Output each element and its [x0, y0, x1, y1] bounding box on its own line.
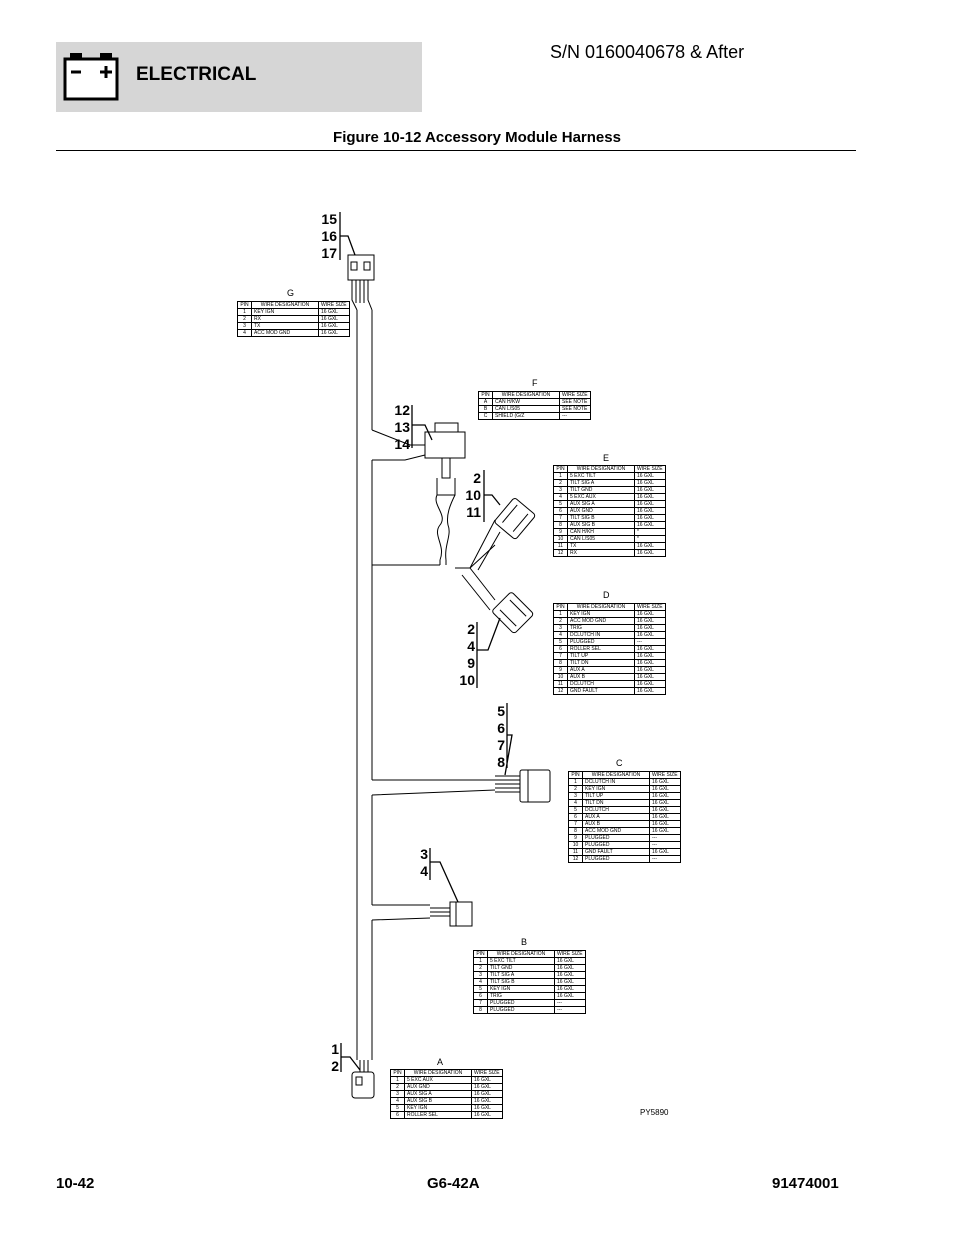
connector-e-shape [494, 497, 536, 540]
pin-cell: B [479, 406, 493, 413]
table-header-row [554, 604, 666, 611]
wire-size-cell: 16 GXL [472, 1084, 503, 1091]
pin-cell: 6 [554, 646, 568, 653]
connector-letter-d: D [603, 590, 610, 600]
wire-designation-cell: AUX SIG A [568, 501, 635, 508]
wire-designation-cell: KEY IGN [405, 1105, 472, 1112]
table-header-wire: WIRE DESIGNATION [568, 466, 635, 473]
wire-size-cell: SEE NOTE [560, 406, 591, 413]
wire-designation-cell: AUX B [583, 821, 650, 828]
wire-size-cell: 16 GXL [650, 793, 681, 800]
pin-cell: 8 [554, 660, 568, 667]
table-row [391, 1098, 503, 1105]
table-row [569, 779, 681, 786]
table-row [554, 632, 666, 639]
callout-2-10-11: 2 10 11 [465, 470, 481, 520]
pin-cell: 2 [238, 316, 252, 323]
wire-size-cell: --- [555, 1000, 586, 1007]
connector-c-shape [520, 770, 550, 802]
table-row [554, 639, 666, 646]
wire-designation-cell: CAN H/KW [493, 399, 560, 406]
wire-table-a [390, 1069, 503, 1119]
wire-designation-cell: 5 EXC TILT [488, 958, 555, 965]
pin-cell: A [479, 399, 493, 406]
table-row [554, 536, 666, 543]
wire-designation-cell: ACC MOD GND [252, 330, 319, 337]
table-row [569, 786, 681, 793]
table-row [474, 993, 586, 1000]
wire-size-cell: 16 GXL [650, 807, 681, 814]
pin-cell: 6 [391, 1112, 405, 1119]
wire-size-cell: 16 GXL [555, 958, 586, 965]
wire-size-cell: --- [560, 413, 591, 420]
wire-size-cell: 16 GXL [635, 646, 666, 653]
connector-f-shape [425, 432, 465, 458]
callout-12-14: 12 13 14 [394, 402, 410, 452]
wire-size-cell: 16 GXL [635, 480, 666, 487]
table-header-gauge: WIRE SIZE [635, 466, 666, 473]
pin-cell: 4 [238, 330, 252, 337]
table-row [474, 958, 586, 965]
table-row [569, 856, 681, 863]
table-row [554, 501, 666, 508]
pin-cell: 8 [554, 522, 568, 529]
wire-designation-cell: DCLUTCH [568, 681, 635, 688]
table-row [238, 316, 350, 323]
wire-designation-cell: CAN H/KH [568, 529, 635, 536]
pin-cell: 1 [569, 779, 583, 786]
pin-cell: 1 [391, 1077, 405, 1084]
wire-designation-cell: RX [568, 550, 635, 557]
wire-size-cell: SEE NOTE [560, 399, 591, 406]
pin-cell: 6 [569, 814, 583, 821]
wire-designation-cell: AUX SIG B [568, 522, 635, 529]
wire-size-cell: 16 GXL [635, 688, 666, 695]
wire-size-cell: 16 GXL [635, 473, 666, 480]
table-header-wire: WIRE DESIGNATION [583, 772, 650, 779]
wire-size-cell: 16 GXL [650, 779, 681, 786]
serial-range: S/N 0160040678 & After [550, 42, 745, 62]
table-row [554, 529, 666, 536]
pin-cell: 2 [554, 618, 568, 625]
table-row [391, 1105, 503, 1112]
wire-designation-cell: TRIG [568, 625, 635, 632]
wire-size-cell: 16 GXL [635, 543, 666, 550]
wire-size-cell: 16 GXL [635, 681, 666, 688]
pin-cell: 8 [569, 828, 583, 835]
table-row [554, 508, 666, 515]
wire-size-cell: 16 GXL [650, 828, 681, 835]
table-row [479, 413, 591, 420]
wire-size-cell: 16 GXL [635, 674, 666, 681]
pin-cell: 10 [554, 674, 568, 681]
pin-cell: 9 [569, 835, 583, 842]
table-header-pin: PIN [474, 951, 488, 958]
wire-designation-cell: CAN L/S05 [493, 406, 560, 413]
wire-designation-cell: KEY IGN [583, 786, 650, 793]
wire-size-cell: 16 GXL [472, 1091, 503, 1098]
table-row [391, 1091, 503, 1098]
pin-cell: 9 [554, 529, 568, 536]
callout-5-8: 5 6 7 8 [497, 703, 505, 770]
table-row [474, 1000, 586, 1007]
table-row [554, 611, 666, 618]
wire-designation-cell: PLUGGED [568, 639, 635, 646]
table-row [474, 1007, 586, 1014]
wire-size-cell: 16 GXL [319, 309, 350, 316]
wire-size-cell: 16 GXL [650, 821, 681, 828]
wire-designation-cell: ROLLER SEL [405, 1112, 472, 1119]
table-row [238, 309, 350, 316]
pin-cell: 3 [554, 625, 568, 632]
table-row [554, 681, 666, 688]
table-header-pin: PIN [554, 466, 568, 473]
wire-size-cell: 16 GXL [472, 1077, 503, 1084]
pin-cell: 3 [391, 1091, 405, 1098]
table-row [554, 625, 666, 632]
wire-designation-cell: TILT SIG A [488, 972, 555, 979]
wire-size-cell: --- [650, 835, 681, 842]
pin-cell: C [479, 413, 493, 420]
table-row [474, 965, 586, 972]
wire-size-cell: 16 GXL [635, 550, 666, 557]
wire-table-d [553, 603, 666, 695]
manual-part-number: 91474001 [772, 1175, 839, 1192]
wire-size-cell: 16 GXL [635, 515, 666, 522]
wire-designation-cell: TILT DN [583, 800, 650, 807]
wire-designation-cell: PLUGGED [583, 842, 650, 849]
wire-designation-cell: PLUGGED [583, 835, 650, 842]
table-row [569, 807, 681, 814]
pin-cell: 10 [569, 842, 583, 849]
wire-size-cell: * [635, 536, 666, 543]
pin-cell: 2 [391, 1084, 405, 1091]
table-row [554, 618, 666, 625]
wire-size-cell: 16 GXL [635, 487, 666, 494]
table-row [554, 543, 666, 550]
page-number: 10-42 [56, 1175, 95, 1192]
connector-letter-g: G [287, 288, 295, 298]
table-row [391, 1077, 503, 1084]
wire-designation-cell: PLUGGED [583, 856, 650, 863]
pin-cell: 12 [554, 688, 568, 695]
wire-designation-cell: ACC MOD GND [568, 618, 635, 625]
wire-designation-cell: ACC MOD GND [583, 828, 650, 835]
wire-table-f [478, 391, 591, 420]
wire-designation-cell: PLUGGED [488, 1007, 555, 1014]
wire-size-cell: * [635, 529, 666, 536]
table-row [479, 399, 591, 406]
table-header-wire: WIRE DESIGNATION [568, 604, 635, 611]
pin-cell: 7 [569, 821, 583, 828]
wire-size-cell: 16 GXL [555, 993, 586, 1000]
table-row [238, 330, 350, 337]
wire-size-cell: 16 GXL [635, 611, 666, 618]
wire-size-cell: 16 GXL [635, 522, 666, 529]
table-header-gauge: WIRE SIZE [472, 1070, 503, 1077]
connector-d-shape [491, 591, 533, 633]
connector-letter-e: E [603, 453, 610, 463]
wire-table-g [237, 301, 350, 337]
wire-designation-cell: AUX A [568, 667, 635, 674]
wire-size-cell: 16 GXL [635, 632, 666, 639]
table-header-gauge: WIRE SIZE [319, 302, 350, 309]
wire-size-cell: 16 GXL [635, 667, 666, 674]
table-row [554, 667, 666, 674]
table-header-wire: WIRE DESIGNATION [405, 1070, 472, 1077]
wire-size-cell: 16 GXL [635, 653, 666, 660]
wire-size-cell: 16 GXL [635, 501, 666, 508]
table-row [474, 972, 586, 979]
callout-1-2: 1 2 [331, 1041, 339, 1074]
pin-cell: 11 [554, 681, 568, 688]
pin-cell: 3 [569, 793, 583, 800]
pin-cell: 5 [391, 1105, 405, 1112]
wire-size-cell: --- [635, 639, 666, 646]
pin-cell: 3 [554, 487, 568, 494]
pin-cell: 11 [569, 849, 583, 856]
table-row [569, 821, 681, 828]
wire-size-cell: 16 GXL [555, 986, 586, 993]
connector-b-shape [450, 902, 472, 926]
wire-designation-cell: SHIELD (G/Z [493, 413, 560, 420]
table-row [554, 522, 666, 529]
connector-letter-b: B [521, 937, 528, 947]
wire-table-b [473, 950, 586, 1014]
wire-size-cell: 16 GXL [635, 660, 666, 667]
pin-cell: 7 [554, 653, 568, 660]
pin-cell: 5 [554, 639, 568, 646]
pin-cell: 11 [554, 543, 568, 550]
wire-designation-cell: CAN L/S05 [568, 536, 635, 543]
pin-cell: 5 [474, 986, 488, 993]
pin-cell: 4 [474, 979, 488, 986]
table-row [569, 814, 681, 821]
wire-designation-cell: GND FAULT [583, 849, 650, 856]
pin-cell: 7 [554, 515, 568, 522]
pin-cell: 2 [474, 965, 488, 972]
wire-size-cell: 16 GXL [472, 1105, 503, 1112]
table-row [554, 473, 666, 480]
pin-cell: 12 [569, 856, 583, 863]
wire-size-cell: 16 GXL [635, 618, 666, 625]
wire-designation-cell: TX [252, 323, 319, 330]
wire-designation-cell: PLUGGED [488, 1000, 555, 1007]
drawing-id: PY5890 [640, 1108, 669, 1117]
table-row [554, 480, 666, 487]
wire-designation-cell: KEY IGN [252, 309, 319, 316]
wire-designation-cell: TILT GND [488, 965, 555, 972]
wire-size-cell: 16 GXL [635, 508, 666, 515]
table-row [554, 674, 666, 681]
table-header-wire: WIRE DESIGNATION [493, 392, 560, 399]
wire-designation-cell: 5 EXC AUX [405, 1077, 472, 1084]
table-row [554, 494, 666, 501]
pin-cell: 1 [554, 611, 568, 618]
pin-cell: 12 [554, 550, 568, 557]
section-title: ELECTRICAL [136, 64, 257, 85]
pin-cell: 2 [554, 480, 568, 487]
table-header-gauge: WIRE SIZE [635, 604, 666, 611]
table-row [569, 835, 681, 842]
table-row [569, 849, 681, 856]
wire-designation-cell: 5 EXC AUX [568, 494, 635, 501]
wire-size-cell: 16 GXL [555, 972, 586, 979]
table-header-row [391, 1070, 503, 1077]
table-header-row [474, 951, 586, 958]
wire-designation-cell: TILT SIG A [568, 480, 635, 487]
callout-3-4: 3 4 [420, 846, 428, 879]
connector-a-shape [352, 1072, 374, 1098]
table-header-pin: PIN [479, 392, 493, 399]
wire-size-cell: --- [555, 1007, 586, 1014]
table-row [554, 550, 666, 557]
wire-designation-cell: TILT UP [583, 793, 650, 800]
wire-size-cell: 16 GXL [472, 1098, 503, 1105]
table-header-gauge: WIRE SIZE [650, 772, 681, 779]
wire-size-cell: 16 GXL [319, 316, 350, 323]
table-row [474, 986, 586, 993]
wire-designation-cell: TILT GND [568, 487, 635, 494]
table-row [479, 406, 591, 413]
table-header-pin: PIN [554, 604, 568, 611]
pin-cell: 1 [474, 958, 488, 965]
wire-designation-cell: AUX A [583, 814, 650, 821]
pin-cell: 4 [554, 494, 568, 501]
figure-title: Figure 10-12 Accessory Module Harness [333, 129, 621, 146]
table-row [569, 793, 681, 800]
table-row [474, 979, 586, 986]
wire-table-c [568, 771, 681, 863]
pin-cell: 7 [474, 1000, 488, 1007]
table-row [238, 323, 350, 330]
table-header-pin: PIN [569, 772, 583, 779]
connector-letter-a: A [437, 1057, 444, 1067]
table-header-wire: WIRE DESIGNATION [252, 302, 319, 309]
table-header-row [554, 466, 666, 473]
wire-designation-cell: GND FAULT [568, 688, 635, 695]
wire-size-cell: 16 GXL [650, 786, 681, 793]
table-row [569, 800, 681, 807]
wire-designation-cell: DCLUTCH IN [583, 779, 650, 786]
pin-cell: 4 [554, 632, 568, 639]
wire-size-cell: 16 GXL [650, 800, 681, 807]
table-header-pin: PIN [391, 1070, 405, 1077]
pin-cell: 5 [554, 501, 568, 508]
pin-cell: 5 [569, 807, 583, 814]
wire-designation-cell: KEY IGN [488, 986, 555, 993]
wire-table-e [553, 465, 666, 557]
table-row [554, 660, 666, 667]
wire-designation-cell: TILT DN [568, 660, 635, 667]
pin-cell: 6 [554, 508, 568, 515]
wire-designation-cell: 5 EXC TILT [568, 473, 635, 480]
table-row [391, 1084, 503, 1091]
table-row [554, 688, 666, 695]
pin-cell: 9 [554, 667, 568, 674]
wire-size-cell: 16 GXL [635, 625, 666, 632]
pin-cell: 4 [569, 800, 583, 807]
table-row [569, 828, 681, 835]
wire-size-cell: 16 GXL [650, 849, 681, 856]
pin-cell: 1 [554, 473, 568, 480]
wire-size-cell: 16 GXL [555, 965, 586, 972]
table-header-gauge: WIRE SIZE [555, 951, 586, 958]
table-row [554, 515, 666, 522]
wire-designation-cell: ROLLER SEL [568, 646, 635, 653]
wire-size-cell: 16 GXL [319, 330, 350, 337]
wire-designation-cell: DCLUTCH [583, 807, 650, 814]
wire-designation-cell: AUX SIG A [405, 1091, 472, 1098]
wire-designation-cell: RX [252, 316, 319, 323]
table-row [391, 1112, 503, 1119]
wire-size-cell: 16 GXL [650, 814, 681, 821]
pin-cell: 3 [474, 972, 488, 979]
pin-cell: 4 [391, 1098, 405, 1105]
wire-size-cell: 16 GXL [319, 323, 350, 330]
table-header-gauge: WIRE SIZE [560, 392, 591, 399]
table-row [554, 646, 666, 653]
wire-designation-cell: TRIG [488, 993, 555, 1000]
wire-designation-cell: DCLUTCH IN [568, 632, 635, 639]
table-header-wire: WIRE DESIGNATION [488, 951, 555, 958]
callout-2-4-9-10: 2 4 9 10 [459, 621, 475, 688]
table-row [569, 842, 681, 849]
connector-letter-f: F [532, 378, 538, 388]
connector-letter-c: C [616, 758, 623, 768]
wire-designation-cell: AUX GND [568, 508, 635, 515]
wire-designation-cell: AUX SIG B [405, 1098, 472, 1105]
wire-size-cell: 16 GXL [472, 1112, 503, 1119]
wire-designation-cell: TILT SIG B [488, 979, 555, 986]
callout-15-17: 15 16 17 [321, 211, 337, 261]
model-number: G6-42A [427, 1175, 480, 1192]
wire-designation-cell: TILT SIG B [568, 515, 635, 522]
wire-size-cell: --- [650, 856, 681, 863]
wire-size-cell: 16 GXL [555, 979, 586, 986]
table-header-row [238, 302, 350, 309]
pin-cell: 1 [238, 309, 252, 316]
wire-designation-cell: AUX B [568, 674, 635, 681]
table-row [554, 487, 666, 494]
table-header-pin: PIN [238, 302, 252, 309]
pin-cell: 10 [554, 536, 568, 543]
wire-size-cell: 16 GXL [635, 494, 666, 501]
wire-designation-cell: TX [568, 543, 635, 550]
pin-cell: 6 [474, 993, 488, 1000]
wire-size-cell: --- [650, 842, 681, 849]
table-header-row [569, 772, 681, 779]
wire-designation-cell: TILT UP [568, 653, 635, 660]
pin-cell: 8 [474, 1007, 488, 1014]
main-trunk [357, 310, 372, 1050]
wire-designation-cell: KEY IGN [568, 611, 635, 618]
pin-cell: 3 [238, 323, 252, 330]
table-row [554, 653, 666, 660]
wire-designation-cell: AUX GND [405, 1084, 472, 1091]
table-header-row [479, 392, 591, 399]
pin-cell: 2 [569, 786, 583, 793]
